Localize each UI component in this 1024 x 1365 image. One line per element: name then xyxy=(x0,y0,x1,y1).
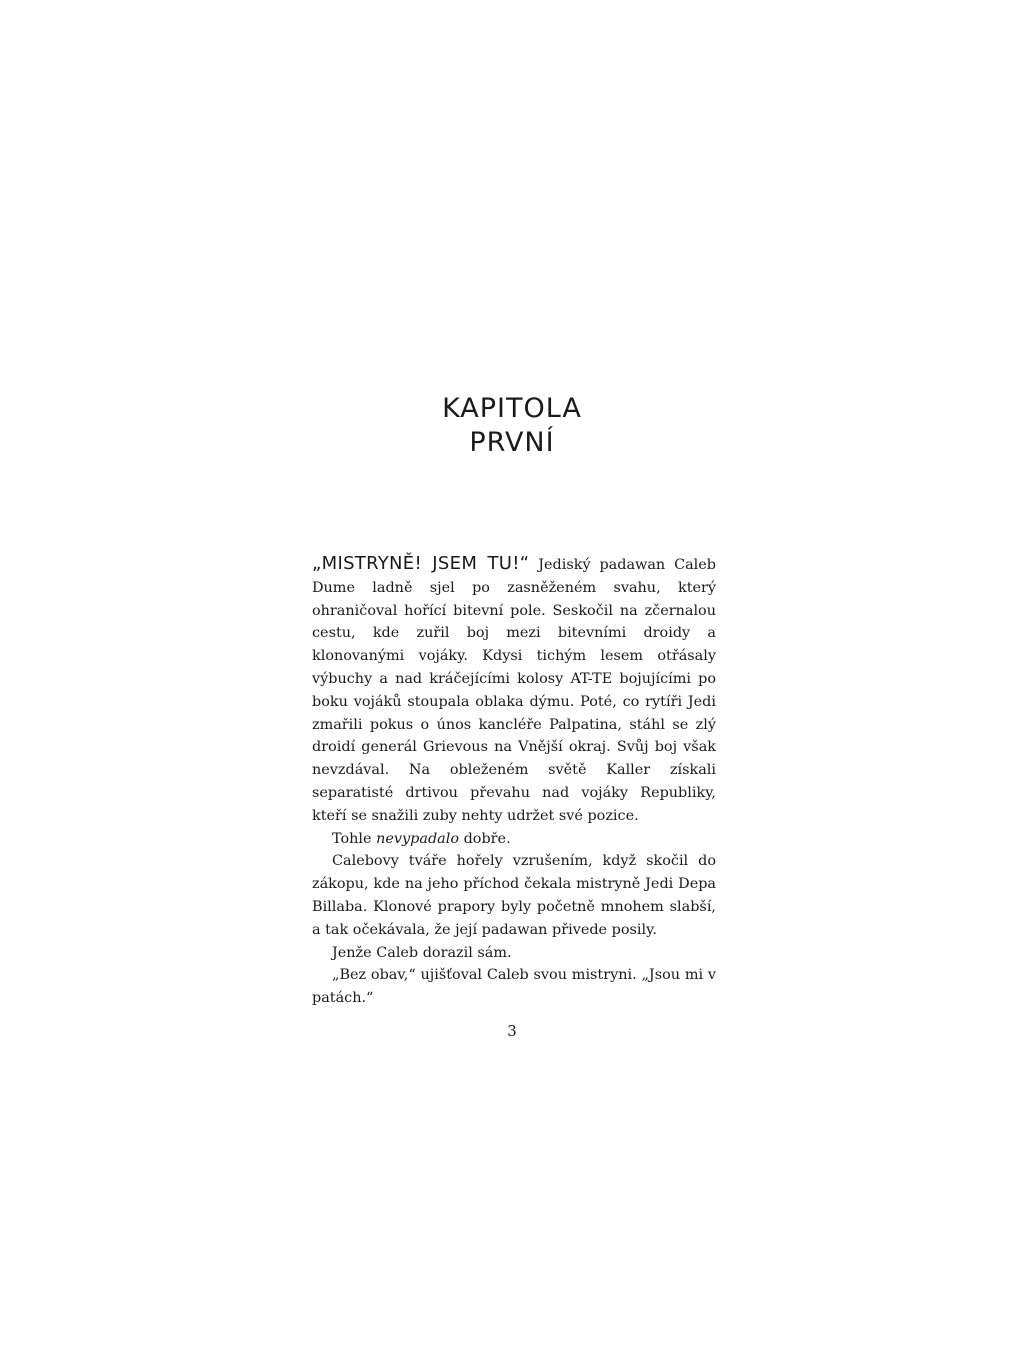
paragraph-2-text-before: Tohle xyxy=(332,830,377,847)
opening-lead-in: „MISTRYNĚ! JSEM TU!“ xyxy=(312,553,530,574)
paragraph-2-emphasis: nevypadalo xyxy=(376,830,460,847)
page-number: 3 xyxy=(507,1022,517,1040)
paragraph-2-text-after: dobře. xyxy=(459,830,511,847)
chapter-heading-line-2: PRVNÍ xyxy=(469,427,555,458)
paragraph-1 xyxy=(312,553,716,828)
paragraph-1-text: Jediský padawan Caleb Dume ladně sjel po zasněženém svahu, který ohraničoval hořící bitevní pole. Seskočil na zčernalou cestu, kde zuřil boj mezi bitevními droidy a klonovanými vojáky. Kdysi tichým lesem otřásaly výbuchy a nad kráčejícími kolosy AT-TE bojujícími po boku vojáků stoupala oblaka dýmu. Poté, co rytíři Jedi zmařili pokus o únos kancléře Palpatina, stáhl se zlý droidí generál Grievous na Vnější okraj. Svůj boj však nevzdával. Na obleženém světě Kaller získali separatisté drtivou převahu nad vojáky Republiky, kteří se snažili zuby nehty udržet své pozice. xyxy=(312,557,716,824)
paragraph-5: „Bez obav,“ ujišťoval Caleb svou mistryni. „Jsou mi v patách.“ xyxy=(312,967,716,1007)
chapter-heading xyxy=(0,392,1024,460)
chapter-body xyxy=(312,553,716,1010)
chapter-heading-line-1: KAPITOLA xyxy=(442,393,582,424)
paragraph-4: Jenže Caleb dorazil sám. xyxy=(332,944,512,961)
paragraph-2 xyxy=(312,828,716,851)
paragraph-3: Calebovy tváře hořely vzrušením, když skočil do zákopu, kde na jeho příchod čekala mistryně Jedi Depa Billaba. Klonové prapory byly početně mnohem slabší, a tak očekávala, že její padawan přivede posily. xyxy=(312,853,716,938)
